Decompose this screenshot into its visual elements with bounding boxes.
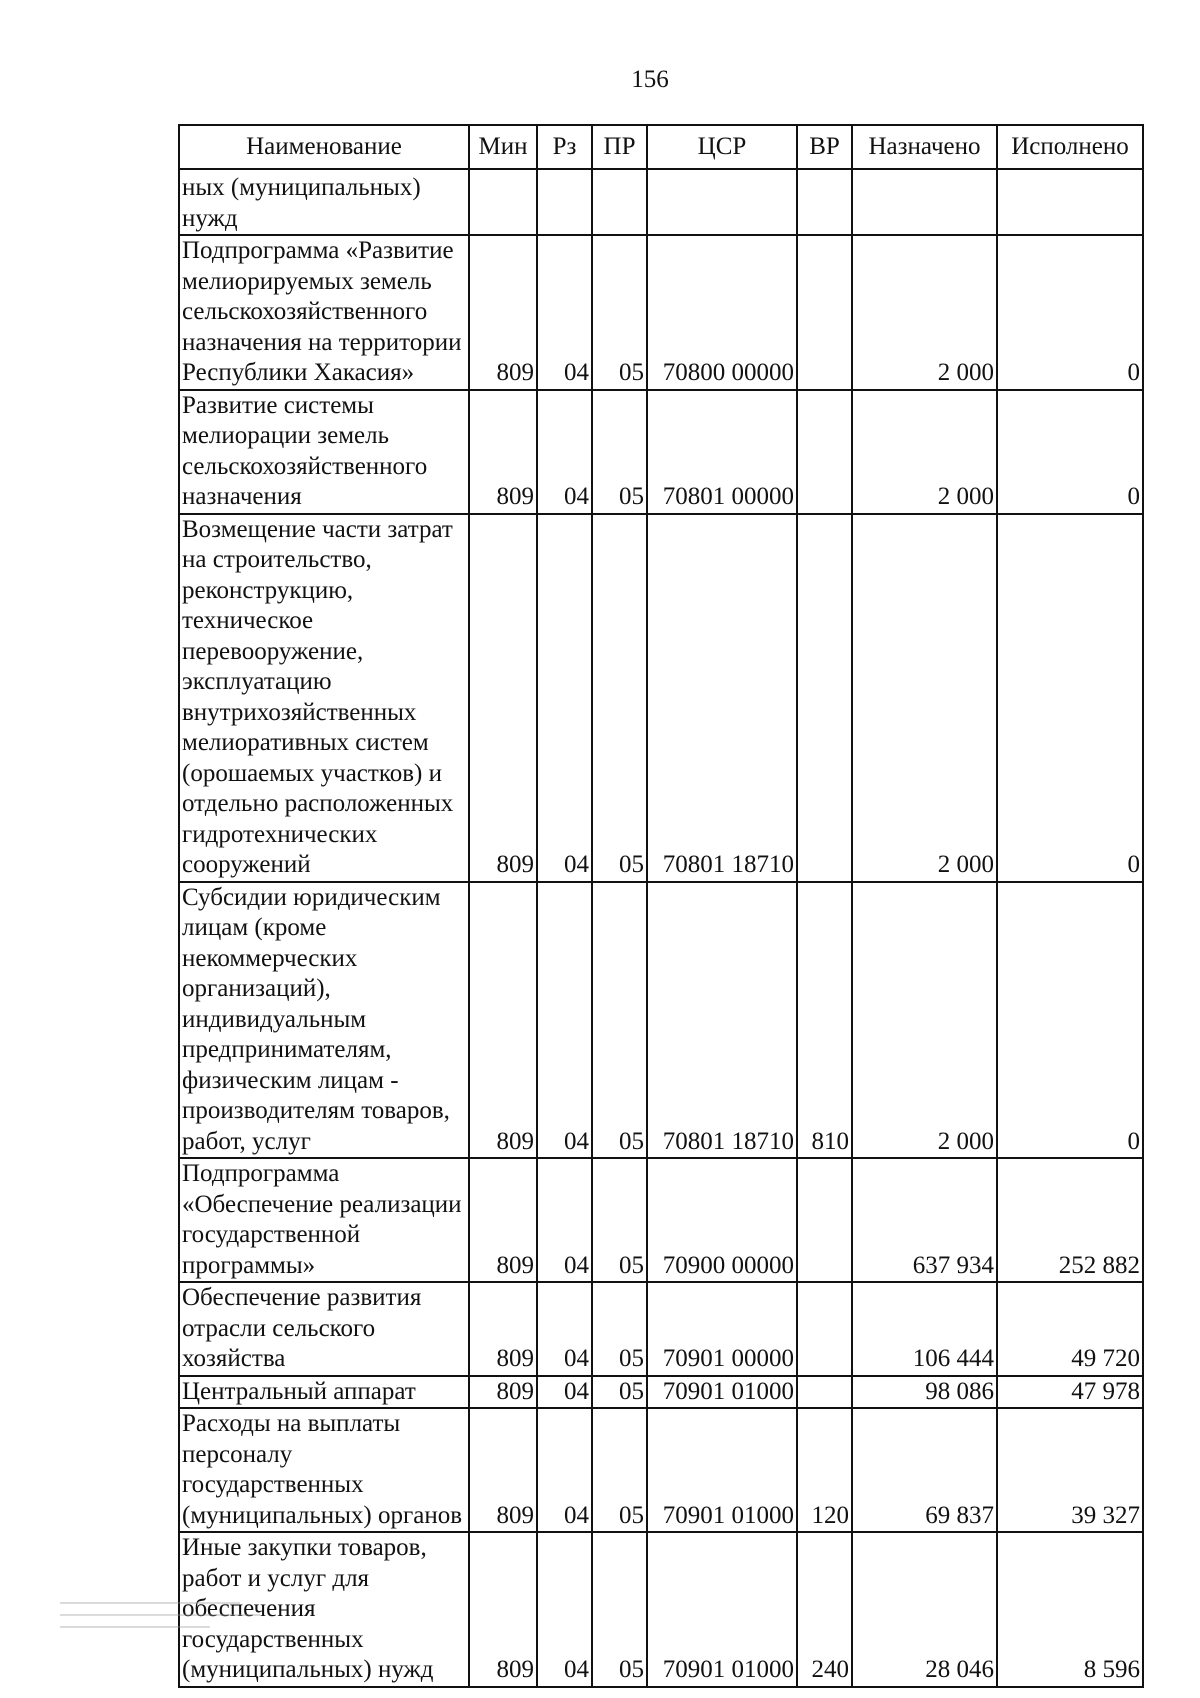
row-min: 809 [469,390,537,514]
row-rz: 04 [537,882,592,1159]
row-vr [797,1158,852,1282]
row-executed: 47 978 [997,1376,1143,1409]
row-pr: 05 [592,1158,647,1282]
row-name: Субсидии юридическим лицам (кроме некоммерческих организаций), индивидуальным предпринимателям, физическим лицам - производителям товаров, работ, услуг [179,882,469,1159]
table-row [179,1158,1143,1282]
row-rz: 04 [537,514,592,882]
row-name: Иные закупки товаров, работ и услуг для обеспечения государственных (муниципальных) нужд [179,1532,469,1687]
row-vr [797,235,852,390]
row-min: 809 [469,1532,537,1687]
budget-table [178,124,1144,1688]
row-name: ных (муниципальных) нужд [179,169,469,235]
faded-stamp [60,1592,280,1672]
row-pr: 05 [592,1376,647,1409]
row-pr: 05 [592,882,647,1159]
row-csr: 70901 01000 [647,1376,797,1409]
header-min: Мин [469,125,537,169]
row-assigned: 106 444 [852,1282,997,1376]
table-row [179,390,1143,514]
row-min: 809 [469,1158,537,1282]
row-min: 809 [469,514,537,882]
row-vr [797,169,852,235]
row-name: Возмещение части затрат на строительство, реконструкцию, техническое перевооружение, эксплуатацию внутрихозяйственных мелиоративных систем (орошаемых участков) и отдельно расположенных гидротехнических сооружений [179,514,469,882]
row-csr [647,169,797,235]
row-name: Подпрограмма «Обеспечение реализации государственной программы» [179,1158,469,1282]
row-min: 809 [469,1282,537,1376]
row-pr: 05 [592,235,647,390]
row-csr: 70801 18710 [647,514,797,882]
header-csr: ЦСР [647,125,797,169]
row-min [469,169,537,235]
row-rz: 04 [537,1376,592,1409]
row-vr [797,390,852,514]
header-vr: ВР [797,125,852,169]
row-min: 809 [469,1376,537,1409]
row-executed: 39 327 [997,1408,1143,1532]
row-assigned [852,169,997,235]
row-pr: 05 [592,1408,647,1532]
table-row [179,514,1143,882]
row-executed: 252 882 [997,1158,1143,1282]
header-rz: Рз [537,125,592,169]
row-csr: 70801 00000 [647,390,797,514]
row-csr: 70800 00000 [647,235,797,390]
row-name: Подпрограмма «Развитие мелиорируемых земель сельскохозяйственного назначения на территории Республики Хакасия» [179,235,469,390]
table-row [179,882,1143,1159]
row-vr [797,514,852,882]
row-executed: 0 [997,390,1143,514]
row-pr: 05 [592,1532,647,1687]
row-min: 809 [469,235,537,390]
header-pr: ПР [592,125,647,169]
table-body [179,169,1143,1687]
row-executed [997,169,1143,235]
row-vr [797,1282,852,1376]
row-assigned: 2 000 [852,390,997,514]
row-rz [537,169,592,235]
row-assigned: 2 000 [852,235,997,390]
row-name: Обеспечение развития отрасли сельского хозяйства [179,1282,469,1376]
row-executed: 0 [997,882,1143,1159]
row-pr: 05 [592,390,647,514]
header-executed: Исполнено [997,125,1143,169]
row-pr [592,169,647,235]
row-executed: 8 596 [997,1532,1143,1687]
row-pr: 05 [592,1282,647,1376]
row-csr: 70901 00000 [647,1282,797,1376]
row-assigned: 98 086 [852,1376,997,1409]
row-name: Центральный аппарат [179,1376,469,1409]
table-row [179,1532,1143,1687]
row-assigned: 69 837 [852,1408,997,1532]
row-rz: 04 [537,235,592,390]
row-csr: 70901 01000 [647,1408,797,1532]
row-assigned: 637 934 [852,1158,997,1282]
row-vr [797,1376,852,1409]
header-assigned: Назначено [852,125,997,169]
row-rz: 04 [537,1408,592,1532]
row-executed: 49 720 [997,1282,1143,1376]
row-assigned: 2 000 [852,514,997,882]
table-row [179,1376,1143,1409]
row-executed: 0 [997,514,1143,882]
row-csr: 70900 00000 [647,1158,797,1282]
row-min: 809 [469,1408,537,1532]
row-vr: 240 [797,1532,852,1687]
row-name: Развитие системы мелиорации земель сельскохозяйственного назначения [179,390,469,514]
row-csr: 70801 18710 [647,882,797,1159]
table-header-row [179,125,1143,169]
row-min: 809 [469,882,537,1159]
table-row [179,235,1143,390]
row-name: Расходы на выплаты персоналу государственных (муниципальных) органов [179,1408,469,1532]
table-row [179,169,1143,235]
row-vr: 120 [797,1408,852,1532]
row-executed: 0 [997,235,1143,390]
row-rz: 04 [537,1282,592,1376]
page-number: 156 [631,66,669,93]
row-pr: 05 [592,514,647,882]
row-rz: 04 [537,1158,592,1282]
row-rz: 04 [537,1532,592,1687]
row-assigned: 2 000 [852,882,997,1159]
row-vr: 810 [797,882,852,1159]
table-row [179,1282,1143,1376]
header-name: Наименование [179,125,469,169]
row-assigned: 28 046 [852,1532,997,1687]
row-csr: 70901 01000 [647,1532,797,1687]
row-rz: 04 [537,390,592,514]
table-row [179,1408,1143,1532]
